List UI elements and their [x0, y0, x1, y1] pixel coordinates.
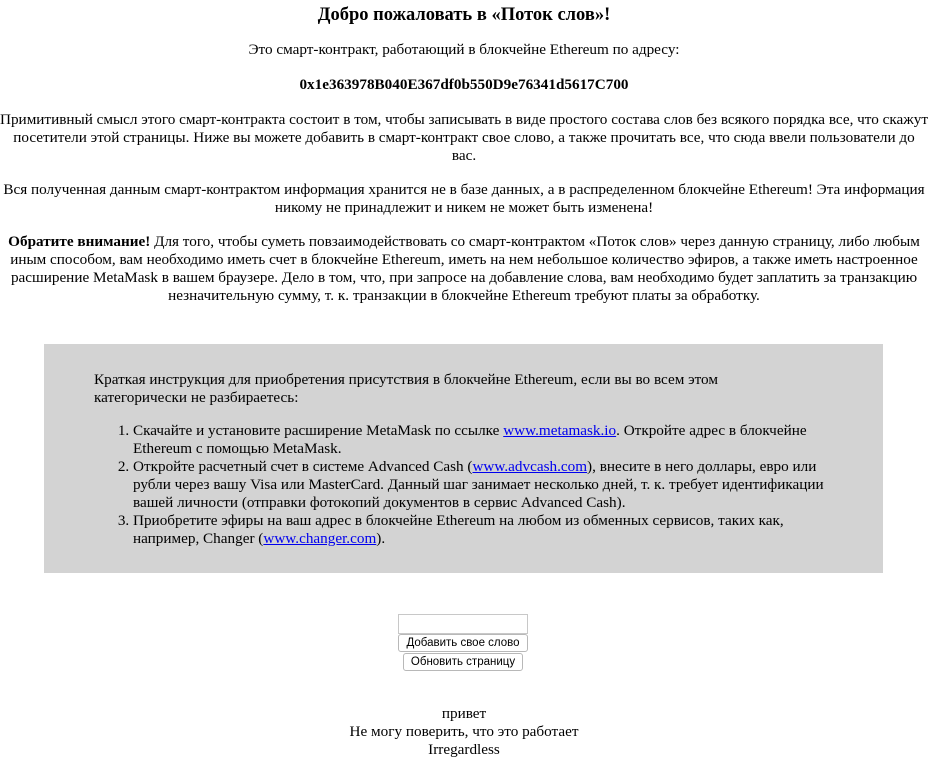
instruction-step-3	[133, 512, 839, 548]
word-input[interactable]	[398, 614, 528, 634]
contract-address: 0x1e363978B040E367df0b550D9e76341d5617C700	[299, 76, 629, 93]
instructions-list	[94, 422, 839, 548]
step-2-text-after: ), внесите в него доллары, евро или рубли через вашу Visa или MasterCard. Данный шаг занимает несколько дней, т. к. требует идентификации вашей личности (отправки фотокопий документов в сервис Advanced Cash).	[133, 458, 824, 511]
advcash-link[interactable]: www.advcash.com	[472, 458, 588, 475]
metamask-link[interactable]: www.metamask.io	[503, 422, 617, 439]
word-list	[0, 705, 928, 759]
step-1-text-before: Скачайте и установите расширение MetaMask по ссылке	[133, 422, 504, 439]
instructions-panel	[44, 344, 883, 573]
page-title: Добро пожаловать в «Поток слов»!	[317, 5, 611, 25]
word-item: Не могу поверить, что это работает	[349, 723, 579, 740]
notice-label: Обратите внимание!	[8, 233, 151, 250]
refresh-page-button[interactable]: Обновить страницу	[403, 653, 523, 671]
instruction-step-1	[133, 422, 839, 458]
step-3-text-after: ).	[376, 530, 386, 547]
instruction-step-2	[133, 458, 839, 512]
contract-intro: Это смарт-контракт, работающий в блокчейне Ethereum по адресу:	[248, 41, 680, 58]
notice-text: Для того, чтобы суметь повзаимодействовать со смарт-контрактом «Поток слов» через данную страницу, либо любым иным способом, вам необходимо иметь счет в блокчейне Ethereum, иметь на нем небольшое количество эфиров, а также иметь настроенное расширение MetaMask в вашем браузере. Дело в том, что, при запросе на добавление слова, вам необходимо будет заплатить за транзакцию незначительную сумму, т. к. транзакции в блокчейне Ethereum требуют платы за обработку.	[10, 233, 920, 304]
add-word-button[interactable]: Добавить свое слово	[398, 634, 528, 652]
step-2-text-before: Откройте расчетный счет в системе Advanced Cash (	[133, 458, 473, 475]
purpose-paragraph: Примитивный смысл этого смарт-контракта состоит в том, чтобы записывать в виде простого состава слов без всякого порядка все, что скажут посетители этой страницы. Ниже вы можете добавить в смарт-контракт свое слово, а также прочитать все, что сюда ввели пользователи до вас.	[0, 111, 928, 164]
word-item: привет	[441, 705, 487, 722]
changer-link[interactable]: www.changer.com	[263, 530, 377, 547]
notice-paragraph	[0, 233, 928, 305]
step-1-text-after: . Откройте адрес в блокчейне Ethereum с помощью MetaMask.	[133, 422, 807, 457]
storage-paragraph: Вся полученная данным смарт-контрактом информация хранится не в базе данных, а в распределенном блокчейне Ethereum! Эта информация никому не принадлежит и никем не может быть изменена!	[3, 181, 925, 216]
step-3-text-before: Приобретите эфиры на ваш адрес в блокчейне Ethereum на любом из обменных сервисов, таких как, например, Changer (	[133, 512, 784, 547]
word-item: Irregardless	[428, 741, 500, 758]
instructions-title: Краткая инструкция для приобретения присутствия в блокчейне Ethereum, если вы во всем этом категорически не разбираетесь:	[94, 371, 718, 406]
